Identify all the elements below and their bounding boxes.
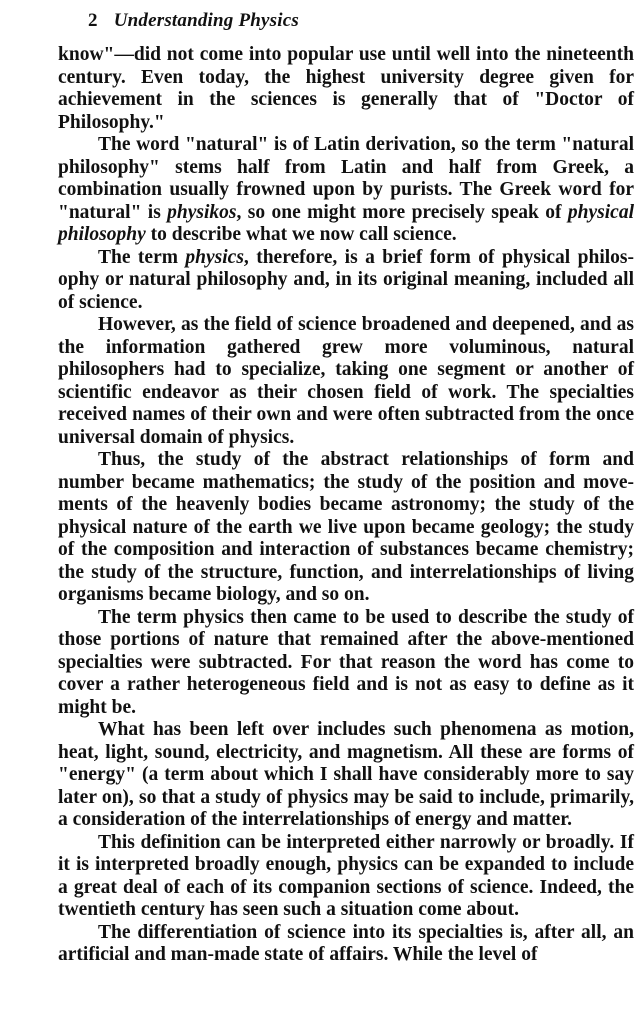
italic-term: physical philosophy <box>58 201 634 245</box>
paragraph <box>58 832 634 922</box>
book-page <box>58 10 634 967</box>
page-number: 2 <box>88 10 98 31</box>
paragraph-text: However, as the field of science broadened and deepened, and as the information gathered grew more voluminous, natural philosophers had to specialize, taking one segment or another of scientific endeavor as their chosen field of work. The specialties received names of their own and were often subtracted from the once universal domain of physics. <box>58 314 634 448</box>
paragraph <box>58 922 634 967</box>
paragraph <box>58 314 634 449</box>
paragraph-text: The term physics then came to be used to describe the study of those portions of nature that remained after the above-mentioned specialties were subtracted. For that reason the word has come to cover a rather heterogeneous field and is not as easy to define as it might be. <box>58 606 634 718</box>
paragraph-text: The term <box>98 246 186 268</box>
paragraph <box>58 449 634 607</box>
paragraph-text: , therefore, is a brief form of physical philosophy or natural philosophy and, in its original meaning, included all of science. <box>58 246 635 313</box>
paragraph-text: The differentiation of science into its specialties is, after all, an artificial and man-made state of affairs. While the level of <box>58 921 634 965</box>
paragraph-text: know"—did not come into popular use until well into the nineteenth century. Even today, the highest university degree given for achievement in the sciences is generally that of "Doctor of Philosophy." <box>58 44 634 133</box>
italic-term: physikos <box>167 201 237 223</box>
paragraph-text: to describe what we now call science. <box>145 224 457 245</box>
paragraph <box>58 247 634 315</box>
body-text <box>58 44 634 967</box>
paragraph-text: Thus, the study of the abstract relationships of form and number became mathematics; the study of the position and movements of the heavenly bodies became astronomy; the study of the physical nature of the earth we live upon became geology; the study of the composition and interaction of substances became chemistry; the study of the structure, function, and interrelationships of living organisms became biology, and so on. <box>58 449 634 605</box>
paragraph-text: What has been left over includes such phenomena as motion, heat, light, sound, electricity, and magnetism. All these are forms of "energy" (a term about which I shall have considerably more to say later on), so that a study of physics may be said to include, primarily, a consideration of the interrelationships of energy and matter. <box>58 719 634 830</box>
running-title: Understanding Physics <box>113 10 299 31</box>
paragraph <box>58 719 634 832</box>
paragraph <box>58 134 634 247</box>
running-head <box>58 10 634 44</box>
paragraph-text: The word "natural" is of Latin derivation, so the term "natural philosophy" stems half from Latin and half from Greek, a combination usually frowned upon by purists. The Greek word for "natural" is <box>58 134 634 223</box>
paragraph-text: , so one might more precisely speak of <box>236 201 568 223</box>
paragraph <box>58 607 634 720</box>
paragraph <box>58 44 634 134</box>
paragraph-text: This definition can be interpreted either narrowly or broadly. If it is interpreted broadly enough, physics can be expanded to include a great deal of each of its companion sections of science. Indeed, the twentieth century has seen such a situation come about. <box>58 831 634 920</box>
italic-term: physics <box>185 246 244 268</box>
